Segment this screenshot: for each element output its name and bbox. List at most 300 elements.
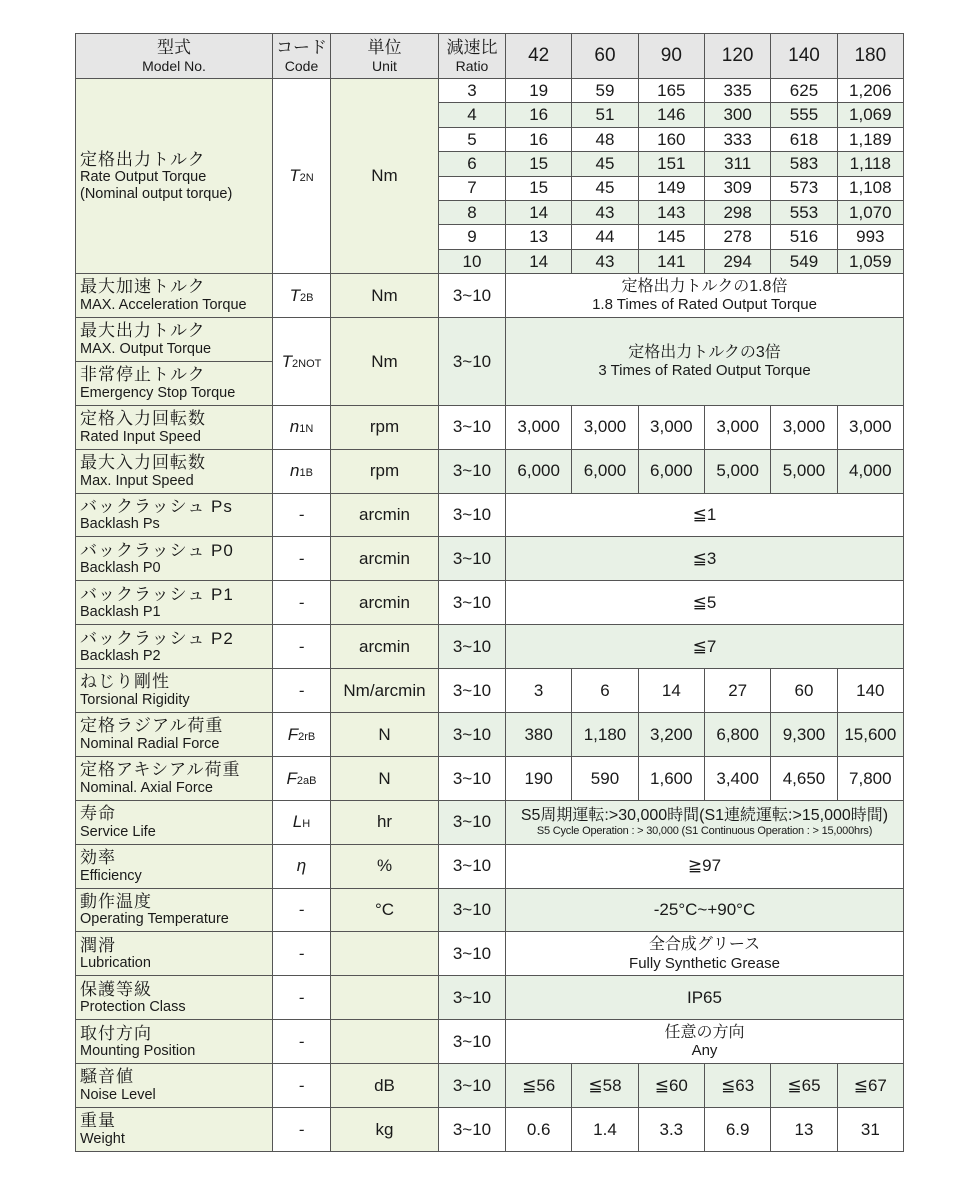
label-cell	[76, 625, 273, 669]
label-cell	[76, 888, 273, 932]
merged-value-jp: 定格出力トルクの1.8倍	[621, 277, 788, 295]
ratio-cell: 3~10	[439, 581, 506, 625]
label-cell	[76, 756, 273, 800]
table-row	[76, 976, 904, 1020]
header-unit-en: Unit	[372, 57, 397, 74]
value-cell: 3,000	[704, 405, 770, 449]
merged-value-en: ≦7	[692, 636, 717, 656]
code-cell	[273, 79, 331, 274]
value-cell: 1,069	[837, 103, 903, 127]
ratio-cell: 3~10	[439, 669, 506, 713]
value-cell: 60	[771, 669, 837, 713]
unit-cell: N	[331, 713, 439, 757]
unit-cell: °C	[331, 888, 439, 932]
code-subscript: 2NOT	[292, 357, 322, 370]
merged-value-en: -25°C~+90°C	[653, 900, 756, 920]
code-cell	[273, 844, 331, 888]
value-cell: 300	[704, 103, 770, 127]
merged-value-en: 3 Times of Rated Output Torque	[598, 361, 811, 379]
label-cell	[76, 1020, 273, 1064]
code-cell	[273, 756, 331, 800]
header-model-42: 42	[506, 34, 572, 79]
unit-cell	[331, 976, 439, 1020]
merged-value-cell	[506, 844, 904, 888]
table-row	[76, 1108, 904, 1152]
ratio-cell: 3~10	[439, 1108, 506, 1152]
value-cell: 140	[837, 669, 903, 713]
value-cell: 618	[771, 127, 837, 151]
value-cell: 190	[506, 756, 572, 800]
code-symbol: F	[287, 724, 299, 744]
label-jp: 最大出力トルク	[80, 321, 206, 341]
value-cell: 583	[771, 152, 837, 176]
header-unit-jp: 単位	[367, 38, 402, 58]
value-cell: 145	[638, 225, 704, 249]
value-cell: 59	[572, 79, 638, 103]
label-en: Rate Output Torque	[80, 169, 207, 186]
merged-value-jp: 全合成グリース	[648, 936, 761, 954]
code-symbol: L	[292, 812, 303, 832]
ratio-cell: 7	[439, 176, 506, 200]
label-cell	[76, 1108, 273, 1152]
value-cell: 16	[506, 127, 572, 151]
ratio-cell: 10	[439, 249, 506, 273]
value-cell: 15,600	[837, 713, 903, 757]
label-jp: バックラッシュ P1	[80, 584, 234, 604]
code-symbol: -	[298, 900, 305, 920]
value-cell: 7,800	[837, 756, 903, 800]
label-jp: 定格アキシアル荷重	[80, 760, 241, 780]
label-cell	[76, 976, 273, 1020]
value-cell: 13	[771, 1108, 837, 1152]
value-cell: 516	[771, 225, 837, 249]
ratio-cell: 3~10	[439, 493, 506, 537]
table-row	[76, 581, 904, 625]
header-unit	[331, 34, 439, 79]
code-subscript: 1N	[299, 423, 314, 436]
value-cell: 380	[506, 713, 572, 757]
label-cell	[76, 581, 273, 625]
code-symbol: -	[298, 988, 305, 1008]
label-en: Torsional Rigidity	[80, 692, 190, 709]
unit-cell: Nm/arcmin	[331, 669, 439, 713]
code-cell	[273, 318, 331, 406]
label-cell	[76, 493, 273, 537]
code-cell	[273, 625, 331, 669]
ratio-cell: 3~10	[439, 537, 506, 581]
label-jp: バックラッシュ P0	[80, 540, 234, 560]
value-cell: 44	[572, 225, 638, 249]
label-en: Service Life	[80, 823, 156, 840]
merged-value-cell	[506, 932, 904, 976]
ratio-cell: 3~10	[439, 405, 506, 449]
value-cell: ≦67	[837, 1064, 903, 1108]
code-symbol: -	[298, 505, 305, 525]
label-jp: バックラッシュ P2	[80, 628, 234, 648]
label-jp: 寿命	[80, 804, 116, 824]
header-code-en: Code	[284, 57, 319, 74]
label-jp: 定格入力回転数	[80, 409, 206, 429]
code-cell	[273, 581, 331, 625]
value-cell: 13	[506, 225, 572, 249]
ratio-cell: 6	[439, 152, 506, 176]
value-cell: 19	[506, 79, 572, 103]
label-en: Rated Input Speed	[80, 428, 201, 445]
value-cell: 335	[704, 79, 770, 103]
label-jp: 効率	[80, 848, 116, 868]
label-en: MAX. Output Torque	[80, 340, 212, 357]
unit-cell: Nm	[331, 318, 439, 406]
merged-value-en: ≦3	[692, 549, 717, 569]
label-cell	[76, 669, 273, 713]
code-symbol: η	[296, 856, 307, 876]
value-cell: 48	[572, 127, 638, 151]
value-cell: 1,118	[837, 152, 903, 176]
table-row	[76, 537, 904, 581]
code-cell	[273, 713, 331, 757]
merged-value-jp: S5周期運転:>30,000時間(S1連続運転:>15,000時間)	[520, 806, 889, 824]
unit-cell: arcmin	[331, 537, 439, 581]
unit-cell	[331, 932, 439, 976]
value-cell: 3.3	[638, 1108, 704, 1152]
table-row	[76, 1064, 904, 1108]
code-symbol: n	[289, 417, 300, 437]
label-en: Nominal. Axial Force	[80, 779, 213, 796]
code-symbol: -	[298, 944, 305, 964]
label-en-note: (Nominal output torque)	[80, 185, 233, 202]
value-cell: 6,000	[572, 449, 638, 493]
code-symbol: T	[289, 285, 300, 305]
value-cell: 45	[572, 152, 638, 176]
value-cell: ≦63	[704, 1064, 770, 1108]
unit-cell: rpm	[331, 405, 439, 449]
code-subscript: 2N	[299, 172, 314, 185]
value-cell: 3,000	[638, 405, 704, 449]
merged-value-cell	[506, 1020, 904, 1064]
header-ratio	[439, 34, 506, 79]
label-en: Weight	[80, 1130, 125, 1147]
value-cell: 5,000	[704, 449, 770, 493]
value-cell: 6.9	[704, 1108, 770, 1152]
table-row	[76, 493, 904, 537]
label-en: Backlash P1	[80, 604, 161, 621]
ratio-cell: 3~10	[439, 625, 506, 669]
label-jp: 重量	[80, 1111, 116, 1131]
value-cell: 3,000	[771, 405, 837, 449]
ratio-cell: 3~10	[439, 932, 506, 976]
value-cell: 43	[572, 200, 638, 224]
merged-value-en: ≦1	[692, 505, 717, 525]
value-cell: 309	[704, 176, 770, 200]
value-cell: 160	[638, 127, 704, 151]
value-cell: 6,800	[704, 713, 770, 757]
merged-value-cell	[506, 888, 904, 932]
value-cell: ≦65	[771, 1064, 837, 1108]
label-cell	[76, 79, 273, 274]
value-cell: 3,200	[638, 713, 704, 757]
value-cell: 1,180	[572, 713, 638, 757]
value-cell: 3,000	[837, 405, 903, 449]
table-row	[76, 449, 904, 493]
code-symbol: n	[290, 461, 300, 481]
header-model	[76, 34, 273, 79]
table-row	[76, 932, 904, 976]
value-cell: 1,600	[638, 756, 704, 800]
table-row	[76, 800, 904, 844]
unit-cell: %	[331, 844, 439, 888]
value-cell: 15	[506, 176, 572, 200]
value-cell: 27	[704, 669, 770, 713]
table-row	[76, 274, 904, 318]
header-ratio-en: Ratio	[455, 57, 489, 74]
unit-cell: Nm	[331, 79, 439, 274]
code-cell	[273, 976, 331, 1020]
label-en: Nominal Radial Force	[80, 735, 220, 752]
label-jp: 取付方向	[80, 1023, 152, 1043]
code-symbol: -	[298, 1031, 305, 1051]
code-cell	[273, 274, 331, 318]
code-symbol: -	[298, 1075, 305, 1095]
unit-cell: rpm	[331, 449, 439, 493]
code-subscript: 2rB	[298, 730, 316, 743]
code-symbol: -	[298, 1119, 305, 1139]
value-cell: 294	[704, 249, 770, 273]
code-cell	[273, 1108, 331, 1152]
code-symbol: -	[298, 593, 305, 613]
value-cell: 993	[837, 225, 903, 249]
merged-value-cell	[506, 537, 904, 581]
label-jp: ねじり剛性	[80, 672, 170, 692]
code-cell	[273, 1064, 331, 1108]
value-cell: 165	[638, 79, 704, 103]
unit-cell: hr	[331, 800, 439, 844]
header-model-140: 140	[771, 34, 837, 79]
merged-value-cell	[506, 625, 904, 669]
value-cell: 1,108	[837, 176, 903, 200]
value-cell: ≦58	[572, 1064, 638, 1108]
label-cell	[76, 361, 273, 405]
code-cell	[273, 449, 331, 493]
value-cell: 45	[572, 176, 638, 200]
label-jp: 定格出力トルク	[80, 149, 206, 169]
label-en: Efficiency	[80, 867, 142, 884]
value-cell: 549	[771, 249, 837, 273]
code-cell	[273, 493, 331, 537]
label-jp: 保護等級	[80, 979, 152, 999]
value-cell: 573	[771, 176, 837, 200]
value-cell: 1,206	[837, 79, 903, 103]
value-cell: 5,000	[771, 449, 837, 493]
header-model-en: Model No.	[142, 57, 206, 74]
value-cell: 555	[771, 103, 837, 127]
header-code	[273, 34, 331, 79]
label-jp: 騒音値	[80, 1067, 134, 1087]
unit-cell: Nm	[331, 274, 439, 318]
ratio-cell: 5	[439, 127, 506, 151]
value-cell: 14	[506, 249, 572, 273]
code-cell	[273, 800, 331, 844]
table-row	[76, 844, 904, 888]
label-jp: 動作温度	[80, 891, 152, 911]
value-cell: 625	[771, 79, 837, 103]
merged-value-en: S5 Cycle Operation : > 30,000 (S1 Continuous Operation : > 15,000hrs)	[536, 825, 873, 838]
table-row	[76, 405, 904, 449]
value-cell: 298	[704, 200, 770, 224]
merged-value-cell	[506, 493, 904, 537]
table-row	[76, 318, 904, 362]
value-cell: 1,189	[837, 127, 903, 151]
value-cell: 51	[572, 103, 638, 127]
ratio-cell: 3~10	[439, 888, 506, 932]
label-en: Backlash P2	[80, 648, 161, 665]
value-cell: 149	[638, 176, 704, 200]
table-row	[76, 625, 904, 669]
header-model-jp: 型式	[157, 38, 191, 58]
value-cell: 3,000	[572, 405, 638, 449]
code-cell	[273, 669, 331, 713]
value-cell: 3,400	[704, 756, 770, 800]
value-cell: 15	[506, 152, 572, 176]
value-cell: 4,000	[837, 449, 903, 493]
label-cell	[76, 405, 273, 449]
header-ratio-jp: 減速比	[446, 38, 498, 58]
unit-cell: N	[331, 756, 439, 800]
ratio-cell: 3~10	[439, 756, 506, 800]
merged-value-cell	[506, 318, 904, 406]
value-cell: 43	[572, 249, 638, 273]
label-en: Backlash P0	[80, 560, 161, 577]
header-model-90: 90	[638, 34, 704, 79]
table-row	[76, 669, 904, 713]
label-jp: バックラッシュ Ps	[80, 496, 233, 516]
code-symbol: T	[289, 166, 300, 186]
code-symbol: F	[286, 768, 297, 788]
merged-value-en: Any	[691, 1042, 718, 1060]
merged-value-jp: 任意の方向	[664, 1023, 745, 1041]
ratio-cell: 3~10	[439, 449, 506, 493]
merged-value-en: ≧97	[687, 856, 722, 876]
label-cell	[76, 274, 273, 318]
value-cell: 590	[572, 756, 638, 800]
merged-value-en: IP65	[687, 988, 722, 1008]
unit-cell: arcmin	[331, 625, 439, 669]
label-en: Emergency Stop Torque	[80, 384, 236, 401]
merged-value-cell	[506, 274, 904, 318]
ratio-cell: 3~10	[439, 976, 506, 1020]
label-cell	[76, 537, 273, 581]
merged-value-jp: 定格出力トルクの3倍	[628, 343, 781, 361]
header-model-60: 60	[572, 34, 638, 79]
ratio-cell: 3~10	[439, 274, 506, 318]
code-cell	[273, 888, 331, 932]
label-en: Noise Level	[80, 1087, 156, 1104]
ratio-cell: 3~10	[439, 800, 506, 844]
unit-cell: arcmin	[331, 493, 439, 537]
label-cell	[76, 932, 273, 976]
value-cell: 1,059	[837, 249, 903, 273]
label-en: Operating Temperature	[80, 911, 229, 928]
value-cell: ≦56	[506, 1064, 572, 1108]
value-cell: 3,000	[506, 405, 572, 449]
label-cell	[76, 1064, 273, 1108]
table-row	[76, 79, 904, 103]
value-cell: 143	[638, 200, 704, 224]
unit-cell: arcmin	[331, 581, 439, 625]
code-subscript: 2aB	[296, 774, 317, 787]
value-cell: ≦60	[638, 1064, 704, 1108]
value-cell: 31	[837, 1108, 903, 1152]
unit-cell: dB	[331, 1064, 439, 1108]
ratio-cell: 3~10	[439, 713, 506, 757]
label-en: Max. Input Speed	[80, 472, 194, 489]
code-symbol: -	[298, 680, 305, 700]
label-jp: 定格ラジアル荷重	[80, 716, 224, 736]
code-cell	[273, 405, 331, 449]
ratio-cell: 3~10	[439, 1020, 506, 1064]
value-cell: 4,650	[771, 756, 837, 800]
table-row	[76, 713, 904, 757]
ratio-cell: 4	[439, 103, 506, 127]
table-row	[76, 888, 904, 932]
value-cell: 16	[506, 103, 572, 127]
label-en: Backlash Ps	[80, 516, 160, 533]
value-cell: 9,300	[771, 713, 837, 757]
code-cell	[273, 537, 331, 581]
value-cell: 141	[638, 249, 704, 273]
value-cell: 278	[704, 225, 770, 249]
code-subscript: H	[302, 818, 311, 831]
table-row	[76, 1020, 904, 1064]
value-cell: 6,000	[506, 449, 572, 493]
value-cell: 333	[704, 127, 770, 151]
code-subscript: 1B	[299, 467, 313, 480]
value-cell: 1.4	[572, 1108, 638, 1152]
label-en: Lubrication	[80, 955, 151, 972]
merged-value-en: ≦5	[692, 593, 717, 613]
merged-value-en: 1.8 Times of Rated Output Torque	[592, 296, 817, 314]
code-cell	[273, 932, 331, 976]
merged-value-cell	[506, 800, 904, 844]
label-en: Protection Class	[80, 999, 186, 1016]
label-en: Mounting Position	[80, 1043, 196, 1060]
ratio-cell: 3	[439, 79, 506, 103]
code-subscript: 2B	[299, 291, 314, 304]
label-jp: 最大加速トルク	[80, 277, 206, 297]
label-cell	[76, 449, 273, 493]
header-model-120: 120	[704, 34, 770, 79]
code-symbol: -	[298, 549, 305, 569]
code-symbol: -	[298, 636, 305, 656]
value-cell: 14	[506, 200, 572, 224]
value-cell: 1,070	[837, 200, 903, 224]
header-model-180: 180	[837, 34, 903, 79]
ratio-cell: 3~10	[439, 1064, 506, 1108]
label-jp: 潤滑	[80, 935, 116, 955]
value-cell: 311	[704, 152, 770, 176]
label-cell	[76, 800, 273, 844]
header-code-jp: コード	[276, 38, 327, 58]
value-cell: 0.6	[506, 1108, 572, 1152]
value-cell: 151	[638, 152, 704, 176]
label-cell	[76, 713, 273, 757]
label-cell	[76, 318, 273, 362]
value-cell: 146	[638, 103, 704, 127]
merged-value-cell	[506, 976, 904, 1020]
value-cell: 553	[771, 200, 837, 224]
code-symbol: T	[281, 351, 293, 371]
table-row	[76, 756, 904, 800]
label-jp: 最大入力回転数	[80, 453, 206, 473]
